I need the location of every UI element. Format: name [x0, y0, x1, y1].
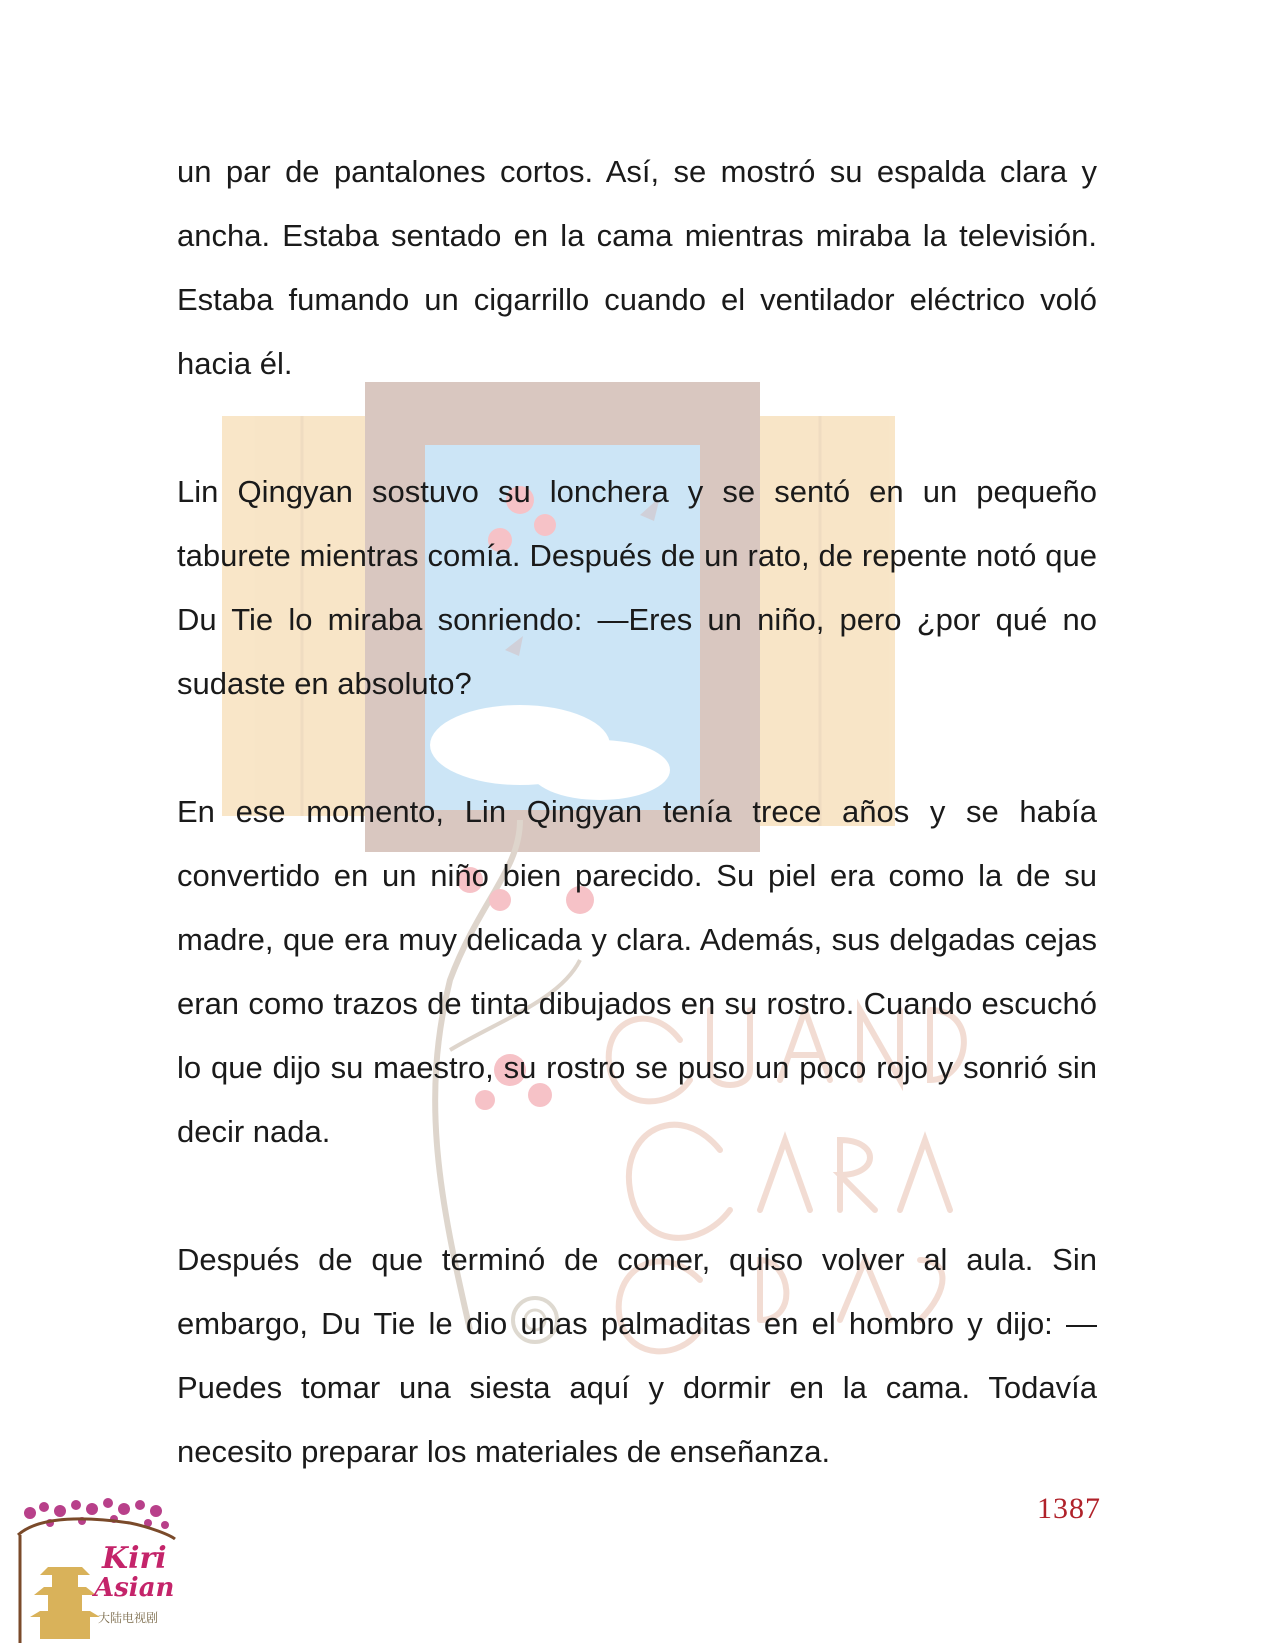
story-text — [177, 140, 1097, 1484]
paragraph: un par de pantalones cortos. Así, se mostró su espalda clara y ancha. Estaba sentado en la cama mientras miraba la televisión. Estaba fumando un cigarrillo cuando el ventilador eléctrico voló hacia él. — [177, 154, 1097, 381]
logo-text-kiri: Kiri — [102, 1541, 167, 1576]
paragraph: Lin Qingyan sostuvo su lonchera y se sentó en un pequeño taburete mientras comía. Después de un rato, de repente notó que Du Tie lo miraba sonriendo: —Eres un niño, pero ¿por qué no sudaste en absoluto? — [177, 474, 1097, 701]
paragraph: En ese momento, Lin Qingyan tenía trece años y se había convertido en un niño bien parecido. Su piel era como la de su madre, que era muy delicada y clara. Además, sus delgadas cejas eran como trazos de tinta dibujados en su rostro. Cuando escuchó lo que dijo su maestro, su rostro se puso un poco rojo y sonrió sin decir nada. — [177, 794, 1097, 1149]
paragraph: Después de que terminó de comer, quiso volver al aula. Sin embargo, Du Tie le dio unas palmaditas en el hombro y dijo: —Puedes tomar una siesta aquí y dormir en la cama. Todavía necesito preparar los materiales de enseñanza. — [177, 1242, 1097, 1469]
kiri-asian-logo — [10, 1495, 185, 1645]
logo-text-chinese: 大陆电视剧 — [98, 1611, 159, 1625]
page-number: 1387 — [1037, 1492, 1101, 1525]
logo-text-asian: Asian — [94, 1573, 175, 1603]
